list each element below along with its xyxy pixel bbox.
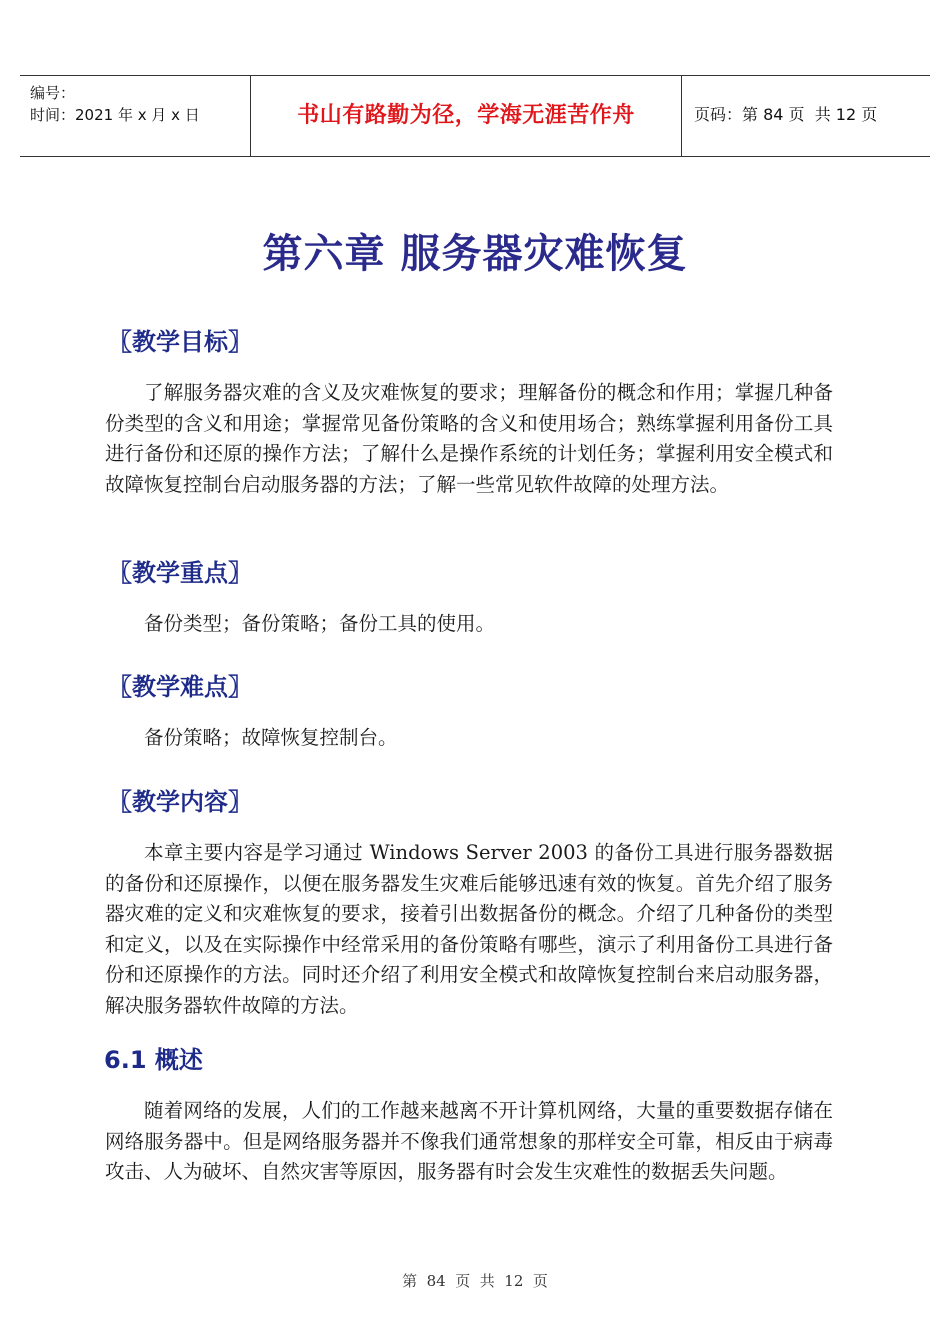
section-body-difficulties: 备份策略；故障恢复控制台。	[144, 726, 398, 749]
section-heading-overview: 6.1 概述	[104, 1046, 203, 1074]
time-label: 时间：2021 年 x 月 x 日	[30, 106, 200, 124]
header-meta-cell	[20, 76, 251, 156]
page-header-table	[20, 75, 930, 157]
section-heading-objectives: 〖教学目标〗	[108, 328, 252, 356]
number-label: 编号：	[30, 84, 76, 102]
header-motto-cell	[251, 76, 682, 156]
header-page-cell	[682, 76, 930, 156]
header-motto: 书山有路勤为径，学海无涯苦作舟	[297, 102, 635, 128]
section-heading-content: 〖教学内容〗	[108, 788, 252, 816]
chapter-title: 第六章 服务器灾难恢复	[262, 231, 688, 277]
section-heading-difficulties: 〖教学难点〗	[108, 673, 252, 701]
section-body-objectives: 了解服务器灾难的含义及灾难恢复的要求；理解备份的概念和作用；掌握几种备份类型的含义和用途；掌握常见备份策略的含义和使用场合；熟练掌握利用备份工具进行备份和还原的操作方法；了解什么是操作系统的计划任务；掌握利用安全模式和故障恢复控制台启动服务器的方法；了解一些常见软件故障的处理方法。	[105, 381, 833, 496]
section-heading-key-points: 〖教学重点〗	[108, 559, 252, 587]
section-body-key-points: 备份类型；备份策略；备份工具的使用。	[144, 612, 496, 635]
page-footer: 第 84 页 共 12 页	[402, 1272, 548, 1290]
section-body-overview: 随着网络的发展，人们的工作越来越离不开计算机网络，大量的重要数据存储在网络服务器中。但是网络服务器并不像我们通常想象的那样安全可靠，相反由于病毒攻击、人为破坏、自然灾害等原因，服务器有时会发生灾难性的数据丢失问题。	[105, 1099, 833, 1183]
section-body-content: 本章主要内容是学习通过 Windows Server 2003 的备份工具进行服务器数据的备份和还原操作，以便在服务器发生灾难后能够迅速有效的恢复。首先介绍了服务器灾难的定义和灾难恢复的要求，接着引出数据备份的概念。介绍了几种备份的类型和定义，以及在实际操作中经常采用的备份策略有哪些，演示了利用备份工具进行备份和还原操作的方法。同时还介绍了利用安全模式和故障恢复控制台来启动服务器，解决服务器软件故障的方法。	[105, 841, 833, 1017]
header-page-info: 页码：第 84 页 共 12 页	[694, 104, 878, 124]
